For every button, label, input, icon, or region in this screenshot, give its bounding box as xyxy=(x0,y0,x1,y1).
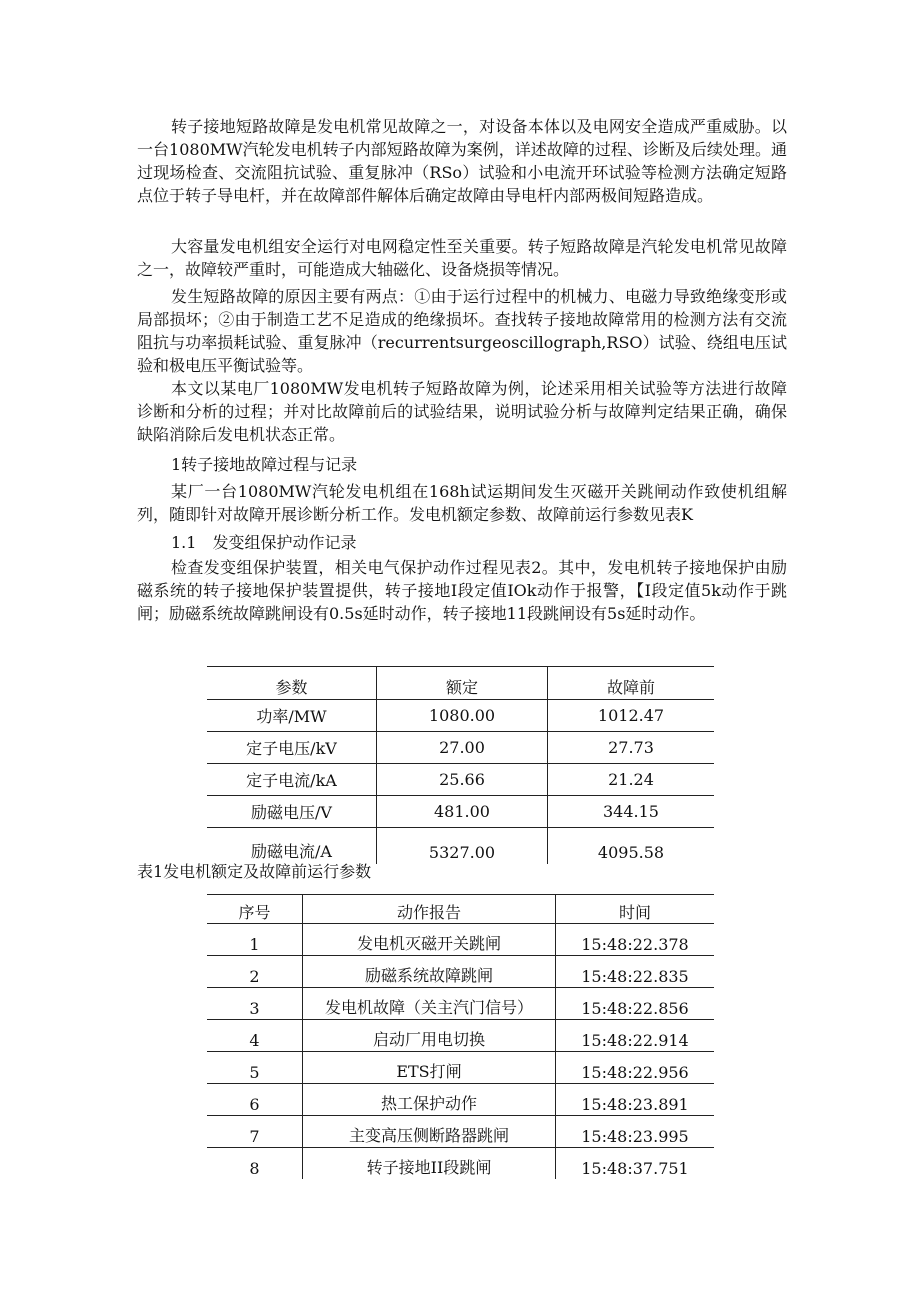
table-cell: 15:48:22.956 xyxy=(556,1052,715,1084)
table-row xyxy=(207,764,714,796)
generator-parameters-table xyxy=(207,666,714,864)
table-row xyxy=(207,796,714,828)
section-heading-1-1: 1.1 发变组保护动作记录 xyxy=(171,533,357,552)
section-1-paragraph: 某厂一台1080MW汽轮发电机组在168h试运期间发生灭磁开关跳闸动作致使机组解列，随即针对故障开展诊断分析工作。发电机额定参数、故障前运行参数见表K xyxy=(137,482,787,524)
table-row xyxy=(207,732,714,764)
table-row xyxy=(207,956,714,988)
column-header: 时间 xyxy=(556,895,715,924)
table-cell: 4 xyxy=(207,1020,303,1052)
table-cell: 定子电压/kV xyxy=(207,732,377,764)
intro-paragraph: 大容量发电机组安全运行对电网稳定性至关重要。转子短路故障是汽轮发电机常见故障之一，故障较严重时，可能造成大轴磁化、设备烧损等情况。 xyxy=(137,237,787,279)
table-cell: 1 xyxy=(207,924,303,956)
table-cell: 励磁电压/V xyxy=(207,796,377,828)
table-row xyxy=(207,924,714,956)
table-cell: 8 xyxy=(207,1148,303,1180)
table-cell: 344.15 xyxy=(548,796,715,828)
table-cell: 发电机灭磁开关跳闸 xyxy=(303,924,556,956)
table-cell: 热工保护动作 xyxy=(303,1084,556,1116)
table-row xyxy=(207,1116,714,1148)
table-cell: 15:48:22.378 xyxy=(556,924,715,956)
table-cell: 6 xyxy=(207,1084,303,1116)
table-cell: 15:48:23.891 xyxy=(556,1084,715,1116)
abstract-paragraph: 转子接地短路故障是发电机常见故障之一，对设备本体以及电网安全造成严重威胁。以一台1080MW汽轮发电机转子内部短路故障为案例，详述故障的过程、诊断及后续处理。通过现场检查、交流阻抗试验、重复脉冲（RSo）试验和小电流开环试验等检测方法确定短路点位于转子导电杆，并在故障部件解体后确定故障由导电杆内部两极间短路造成。 xyxy=(137,117,787,205)
column-header: 额定 xyxy=(377,667,548,700)
table-cell: 发电机故障（关主汽门信号） xyxy=(303,988,556,1020)
table-cell: 15:48:23.995 xyxy=(556,1116,715,1148)
table-cell: 7 xyxy=(207,1116,303,1148)
table-cell: 481.00 xyxy=(377,796,548,828)
column-header: 序号 xyxy=(207,895,303,924)
table-1-caption: 表1发电机额定及故障前运行参数 xyxy=(137,862,372,881)
table-cell: 3 xyxy=(207,988,303,1020)
table-cell: 4095.58 xyxy=(597,843,665,862)
table-row xyxy=(207,988,714,1020)
section-1-1-paragraph: 检查发变组保护装置，相关电气保护动作过程见表2。其中，发电机转子接地保护由励磁系统的转子接地保护装置提供，转子接地I段定值IOk动作于报警，【I段定值5k动作于跳闸；励磁系统故障跳闸设有0.5s延时动作，转子接地11段跳闸设有5s延时动作。 xyxy=(137,558,787,623)
table-cell: 15:48:22.914 xyxy=(556,1020,715,1052)
table-cell: 主变高压侧断路器跳闸 xyxy=(303,1116,556,1148)
table-cell: 1012.47 xyxy=(548,700,715,732)
cause-paragraph: 发生短路故障的原因主要有两点：①由于运行过程中的机械力、电磁力导致绝缘变形或局部损坏；②由于制造工艺不足造成的绝缘损坏。查找转子接地故障常用的检测方法有交流阻抗与功率损耗试验、重复脉冲（recurrentsurgeoscillograph,RSO）试验、绕组电压试验和极电压平衡试验等。 xyxy=(137,287,787,375)
table-row xyxy=(207,1148,714,1180)
table-cell: 启动厂用电切换 xyxy=(303,1020,556,1052)
table-row xyxy=(207,1020,714,1052)
column-header: 参数 xyxy=(207,667,377,700)
table-cell: 21.24 xyxy=(548,764,715,796)
table-cell: 15:48:37.751 xyxy=(581,1159,689,1178)
table-cell: 定子电流/kA xyxy=(207,764,377,796)
table-cell: 15:48:22.856 xyxy=(556,988,715,1020)
table-cell: 27.73 xyxy=(548,732,715,764)
table-row xyxy=(207,700,714,732)
table-cell: 5 xyxy=(207,1052,303,1084)
table-cell: 转子接地II段跳闸 xyxy=(303,1148,556,1180)
table-cell: 5327.00 xyxy=(377,828,548,865)
table-cell: 2 xyxy=(207,956,303,988)
table-row xyxy=(207,1084,714,1116)
table-cell: 励磁系统故障跳闸 xyxy=(303,956,556,988)
table-cell: 25.66 xyxy=(377,764,548,796)
table-cell: 1080.00 xyxy=(377,700,548,732)
table-cell: ETS打闸 xyxy=(303,1052,556,1084)
protection-action-table xyxy=(207,894,714,1179)
column-header: 故障前 xyxy=(548,667,715,700)
table-cell: 励磁电流/A xyxy=(207,828,377,865)
table-cell: 27.00 xyxy=(377,732,548,764)
column-header: 动作报告 xyxy=(303,895,556,924)
scope-paragraph: 本文以某电厂1080MW发电机转子短路故障为例，论述采用相关试验等方法进行故障诊断和分析的过程；并对比故障前后的试验结果，说明试验分析与故障判定结果正确，确保缺陷消除后发电机状态正常。 xyxy=(137,379,787,444)
section-heading-1: 1转子接地故障过程与记录 xyxy=(171,455,358,474)
table-row xyxy=(207,828,714,865)
table-cell: 功率/MW xyxy=(207,700,377,732)
table-header-row xyxy=(207,667,714,700)
table-cell: 15:48:22.835 xyxy=(556,956,715,988)
table-row xyxy=(207,1052,714,1084)
table-header-row xyxy=(207,895,714,924)
